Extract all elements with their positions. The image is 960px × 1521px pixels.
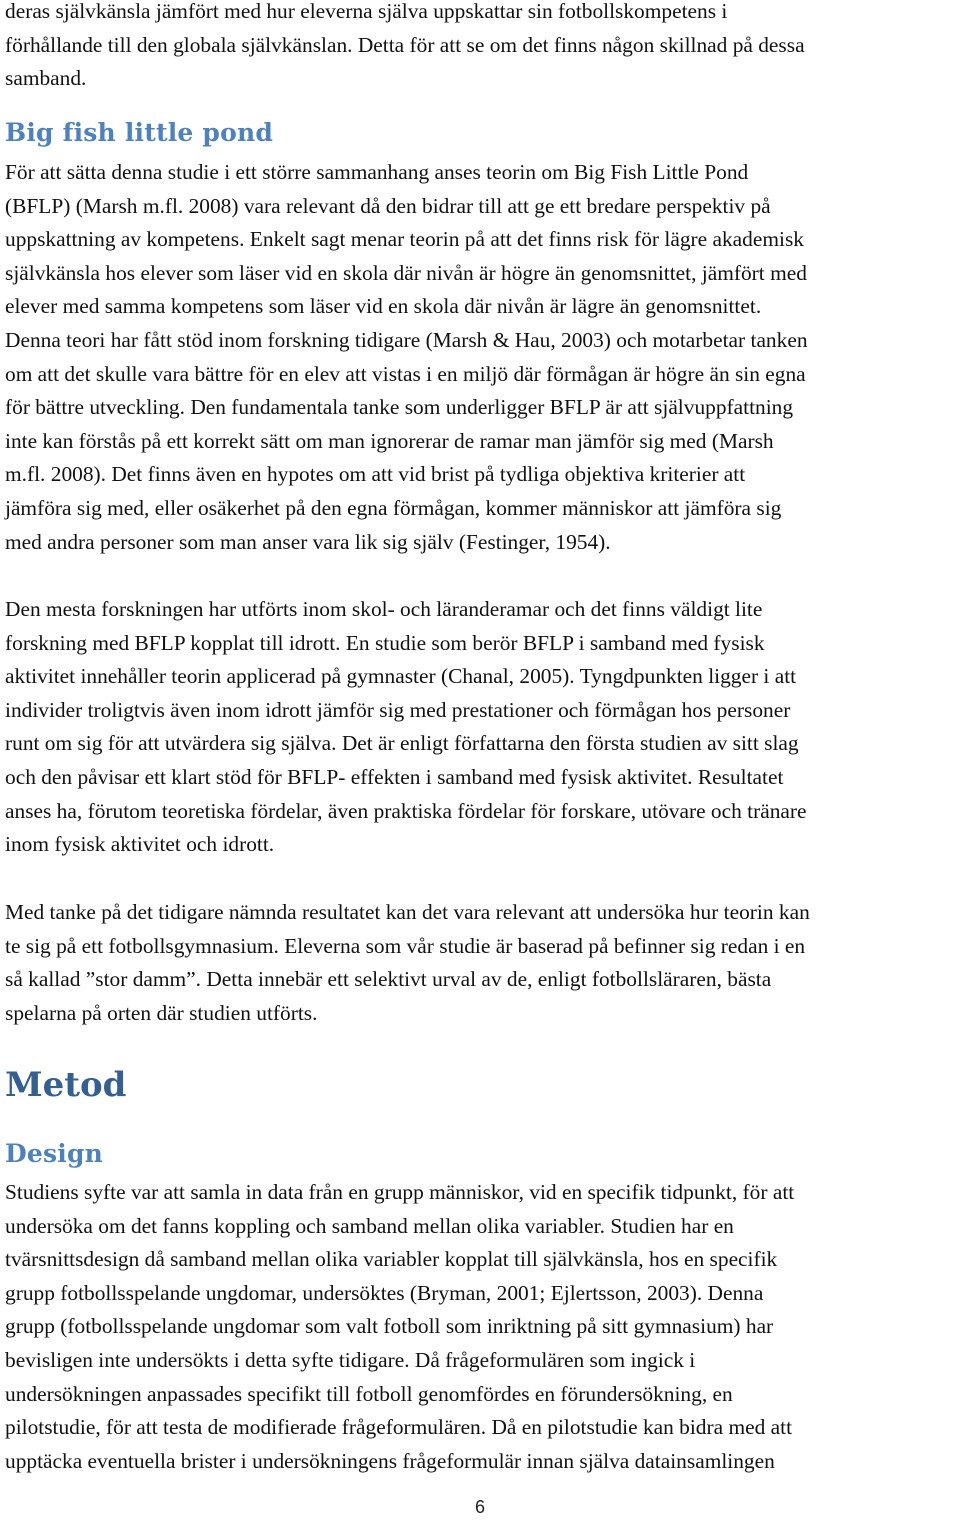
text-line: pilotstudie, för att testa de modifierade frågeformulären. Då en pilotstudie kan bidra med att — [5, 1415, 793, 1440]
section-heading-metod: Metod — [5, 1065, 127, 1105]
text-line: självkänsla hos elever som läser vid en skola där nivån är högre än genomsnittet, jämfört med — [5, 260, 807, 285]
text-line: (BFLP) (Marsh m.fl. 2008) vara relevant då den bidrar till att ge ett bredare perspektiv på — [5, 193, 771, 218]
text-line: grupp (fotbollsspelande ungdomar som valt fotboll som inriktning på sitt gymnasium) har — [5, 1314, 774, 1339]
text-line: För att sätta denna studie i ett större sammanhang anses teorin om Big Fish Little Pond — [5, 160, 749, 184]
intro-paragraph — [5, 0, 805, 96]
text-line: anses ha, förutom teoretiska fördelar, även praktiska fördelar för forskare, utövare och tränare — [5, 798, 807, 823]
text-line: bevisligen inte undersökts i detta syfte tidigare. Då frågeformulären som ingick i — [5, 1347, 696, 1372]
text-line: tvärsnittsdesign då samband mellan olika variabler kopplat till självkänsla, hos en specifik — [5, 1247, 778, 1272]
text-line: jämföra sig med, eller osäkerhet på den egna förmågan, kommer människor att jämföra sig — [5, 495, 782, 520]
text-line: grupp fotbollsspelande ungdomar, undersöktes (Bryman, 2001; Ejlertsson, 2003). Denna — [5, 1280, 764, 1305]
text-line: Denna teori har fått stöd inom forskning tidigare (Marsh & Hau, 2003) och motarbetar tanken — [5, 327, 808, 352]
text-line: Den mesta forskningen har utförts inom skol- och läranderamar och det finns väldigt lite — [5, 597, 763, 621]
text-line: runt om sig för att utvärdera sig själva. Det är enligt författarna den första studien av sitt slag — [5, 731, 799, 756]
text-line: forskning med BFLP kopplat till idrott. En studie som berör BFLP i samband med fysisk — [5, 630, 765, 655]
subsection-heading-design: Design — [5, 1139, 104, 1168]
text-line: inte kan förstås på ett korrekt sätt om man ignorerar de ramar man jämför sig med (Marsh — [5, 428, 774, 453]
text-line: med andra personer som man anser vara lik sig själv (Festinger, 1954). — [5, 529, 611, 554]
text-line: om att det skulle vara bättre för en elev att vistas i en miljö där förmågan är högre än sin egna — [5, 361, 806, 386]
bflp-paragraph-1 — [5, 156, 808, 559]
design-paragraph — [5, 1176, 794, 1478]
text-line: deras självkänsla jämfört med hur eleverna själva uppskattar sin fotbollskompetens i — [5, 0, 728, 23]
text-line: förhållande till den globala självkänslan. Detta för att se om det finns någon skillnad på dessa — [5, 32, 805, 57]
text-line: individer troligtvis även inom idrott jämför sig med prestationer och förmågan hos personer — [5, 697, 791, 722]
section-heading-bflp: Big fish little pond — [5, 118, 274, 147]
text-line: m.fl. 2008). Det finns även en hypotes om att vid brist på tydliga objektiva kriterier att — [5, 462, 746, 487]
text-line: te sig på ett fotbollsgymnasium. Eleverna som vår studie är baserad på befinner sig redan i en — [5, 933, 806, 958]
page-number: 6 — [474, 1497, 485, 1517]
text-line: och den påvisar ett klart stöd för BFLP- effekten i samband med fysisk aktivitet. Resultatet — [5, 764, 784, 789]
bflp-paragraph-2 — [5, 593, 807, 862]
bflp-paragraph-3 — [5, 896, 810, 1030]
text-line: aktivitet innehåller teorin applicerad på gymnaster (Chanal, 2005). Tyngdpunkten ligger i att — [5, 664, 797, 689]
text-line: undersöka om det fanns koppling och samband mellan olika variabler. Studien har en — [5, 1213, 734, 1238]
text-line: Studiens syfte var att samla in data från en grupp människor, vid en specifik tidpunkt, för att — [5, 1180, 795, 1204]
text-line: upptäcka eventuella brister i undersökningens frågeformulär innan själva datainsamlingen — [5, 1448, 775, 1473]
text-line: Med tanke på det tidigare nämnda resultatet kan det vara relevant att undersöka hur teorin kan — [5, 900, 810, 924]
text-line: så kallad ”stor damm”. Detta innebär ett selektivt urval av de, enligt fotbollsläraren, bästa — [5, 967, 772, 992]
text-line: inom fysisk aktivitet och idrott. — [5, 832, 275, 857]
text-line: samband. — [5, 66, 87, 91]
text-line: undersökningen anpassades specifikt till fotboll genomfördes en förundersökning, en — [5, 1381, 733, 1406]
text-line: för bättre utveckling. Den fundamentala tanke som underligger BFLP är att självuppfattning — [5, 395, 794, 420]
text-line: spelarna på orten där studien utförts. — [5, 1000, 318, 1025]
text-line: uppskattning av kompetens. Enkelt sagt menar teorin på att det finns risk för lägre akademisk — [5, 227, 804, 252]
text-line: elever med samma kompetens som läser vid en skola där nivån är lägre än genomsnittet. — [5, 294, 762, 319]
